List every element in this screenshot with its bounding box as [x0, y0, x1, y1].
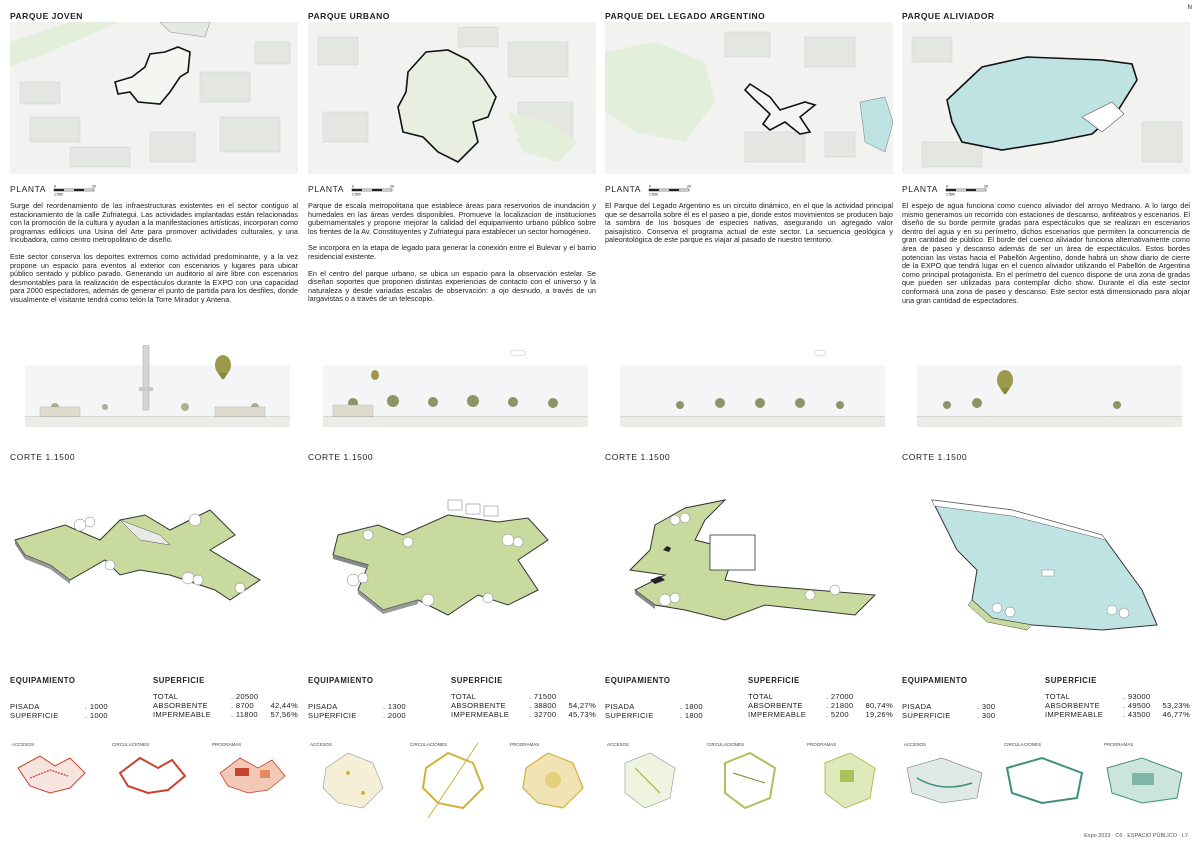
scale-bar: [350, 184, 410, 196]
diagram-programas: [210, 738, 300, 828]
axonometric-view: [10, 480, 298, 650]
axonometric-view: [902, 480, 1190, 650]
diagram-circulaciones: [408, 738, 498, 828]
equipamiento-title: EQUIPAMIENTO: [308, 676, 374, 685]
pisada-value: . 1000: [85, 702, 108, 711]
absorbente-value: . 21800: [826, 701, 854, 710]
description-paragraph: El espejo de agua funciona como cuenco aliviador del arroyo Medrano. A lo largo del mismo generamos un recorrido con estaciones de descanso, anfiteatros y escenarios. El diseño de su borde permite gradas para espectáculos que se realizan en escenarios dentro del agua y en su perímetro, dichos escenarios que permiten la concurrencia de gran cantidad de público. El borde del cuenco aliviador funciona alternativamente como área de paseo y descanso además de ser un área de espectáculos. Estos bordes potencian las vistas hacia el Pabellón Argentino, donde habrá un show diario de cierre de la EXPO que tendrá lugar en el cuenco aliviador utilizando el Pabellón de Argentina como principal protagonista. En el perímetro del cuenco dispone de una zona de gradas que pueden ser utilizadas para contemplar dicho show. Durante el día este sector conformará una zona de paseo y descanso. Este sector está dimensionado para alojar una gran cantidad de espectadores.: [902, 201, 1190, 305]
impermeable-label: IMPERMEABLE: [1045, 710, 1104, 719]
absorbente-percent: 80,74%: [865, 701, 893, 710]
planta-label: PLANTA: [902, 184, 939, 194]
cross-section: [620, 345, 885, 440]
cross-section: [25, 345, 290, 440]
absorbente-label: ABSORBENTE: [153, 701, 208, 710]
scale-bar: [647, 184, 707, 196]
description-paragraph: Este sector conserva los deportes extremos como actividad predominante, y a la vez propone un espacio para eventos al exterior con escenarios y lugares para ubicar público sentado y público parado. Generando un auditorio al aire libre con escenarios desmontables para la realización de espectáculos durante la EXPO con una capacidad para 2000 espectadores, además de generar el punto de partida para los desfiles, donde visualmente el visitante tendrá como telón la Torre Mirador y Antena.: [10, 251, 298, 304]
total-label: TOTAL: [1045, 692, 1071, 701]
impermeable-value: . 5200: [826, 710, 849, 719]
diagram-accesos: [902, 738, 992, 828]
scale-ratio: 1:500: [54, 192, 63, 196]
pisada-label: PISADA: [308, 702, 338, 711]
equipamiento-table: [10, 702, 150, 720]
pisada-value: . 1800: [680, 702, 703, 711]
absorbente-value: . 8700: [231, 701, 254, 710]
column-parque-aliviador: [902, 0, 1190, 849]
scale-twenty: 20: [984, 184, 988, 189]
equipamiento-table: [902, 702, 1042, 720]
scale-bar: [52, 184, 112, 196]
diagram-programas: [508, 738, 598, 828]
pisada-label: PISADA: [902, 702, 932, 711]
corte-label: CORTE 1.1500: [605, 452, 671, 462]
impermeable-percent: 46,77%: [1162, 710, 1190, 719]
column-parque-urbano: [308, 0, 596, 849]
absorbente-label: ABSORBENTE: [451, 701, 506, 710]
diagram-accesos: [308, 738, 398, 828]
corte-label: CORTE 1.1500: [10, 452, 76, 462]
superficie-title: SUPERFICIE: [1045, 676, 1097, 685]
description-paragraph: Surge del reordenamiento de las infraestructuras existentes en el sector contiguo al estacionamiento de la calle Zufriategui. Las actividades implantadas están relacionadas con la promoción de la cultura y ayudan a la manifestaciones artísticas, incorporan como programas edilicios una Usina del Arte para promover actividades culturales, y una Incubadora, como centro metropolitano de diseño.: [10, 201, 298, 245]
impermeable-label: IMPERMEABLE: [451, 710, 510, 719]
total-value: . 71500: [529, 692, 557, 701]
superficie-title: SUPERFICIE: [748, 676, 800, 685]
impermeable-percent: 19,26%: [865, 710, 893, 719]
superficie-label: SUPERFICIE: [10, 711, 59, 720]
pisada-label: PISADA: [605, 702, 635, 711]
scale-ratio: 1:500: [649, 192, 658, 196]
scale-zero: 0: [54, 184, 56, 189]
absorbente-value: . 49500: [1123, 701, 1151, 710]
impermeable-percent: 45,73%: [568, 710, 596, 719]
superficie-title: SUPERFICIE: [153, 676, 205, 685]
superficie-label: SUPERFICIE: [902, 711, 951, 720]
corte-label: CORTE 1.1500: [902, 452, 968, 462]
column-parque-legado-argentino: [605, 0, 893, 849]
scale-zero: 0: [946, 184, 948, 189]
footer-credit: Expo 2023 · C6 · ESPACIO PÚBLICO · L7: [1084, 833, 1188, 839]
superficie-table: [153, 692, 298, 719]
absorbente-percent: 42,44%: [270, 701, 298, 710]
diagram-strip: [902, 738, 1190, 828]
diagram-strip: [308, 738, 596, 828]
diagram-label: CIRCULACIONES: [112, 742, 150, 747]
description: [10, 202, 298, 313]
total-label: TOTAL: [451, 692, 477, 701]
total-label: TOTAL: [748, 692, 774, 701]
description-paragraph: El Parque del Legado Argentino es un circuito dinámico, en el que la actividad principal que se desarrolla sobre él es el paseo a pie, donde estos movimientos se producen bajo la sombra de los bosques de especies nativas, asegurando un agregado valor paisajístico. Conserva el programa actual de este sector. La secuencia geológica y paleontológica de este parque es viajar al pasado de nuestro territorio.: [605, 201, 893, 245]
superficie-value: . 2000: [383, 711, 406, 720]
scale-zero: 0: [352, 184, 354, 189]
diagram-label: CIRCULACIONES: [707, 742, 745, 747]
diagram-label: PROGRAMAS: [1104, 742, 1134, 747]
park-title: PARQUE JOVEN: [10, 11, 83, 21]
diagram-programas: [1102, 738, 1192, 828]
absorbente-value: . 38800: [529, 701, 557, 710]
planta-label: PLANTA: [308, 184, 345, 194]
pisada-value: . 1300: [383, 702, 406, 711]
description: [308, 202, 596, 312]
description-paragraph: Parque de escala metropolitana que establece áreas para reservorios de inundación y humedales en las áreas verdes disponibles. Promueve la localizacion de instituciones gubernamentales y propone mejorar la calidad del equipamiento urbano público sobre los frentes de la Av. Constituyentes y Zufriategui para establecer un sector homogéneo.: [308, 201, 596, 236]
diagram-label: ACCESOS: [12, 742, 35, 747]
scale-bar: [944, 184, 1004, 196]
absorbente-label: ABSORBENTE: [748, 701, 803, 710]
superficie-table: [1045, 692, 1190, 719]
park-title: PARQUE DEL LEGADO ARGENTINO: [605, 11, 766, 21]
scale-ratio: 1:500: [946, 192, 955, 196]
scale-ratio: 1:500: [352, 192, 361, 196]
site-plan-map: [902, 22, 1190, 174]
impermeable-percent: 57,56%: [270, 710, 298, 719]
site-plan-map: [308, 22, 596, 174]
superficie-label: SUPERFICIE: [605, 711, 654, 720]
diagram-circulaciones: [110, 738, 200, 828]
diagram-strip: [605, 738, 893, 828]
impermeable-label: IMPERMEABLE: [153, 710, 212, 719]
superficie-table: [451, 692, 596, 719]
equipamiento-title: EQUIPAMIENTO: [902, 676, 968, 685]
total-value: . 27000: [826, 692, 854, 701]
diagram-label: CIRCULACIONES: [1004, 742, 1042, 747]
park-title: PARQUE URBANO: [308, 11, 390, 21]
diagram-label: ACCESOS: [904, 742, 927, 747]
equipamiento-title: EQUIPAMIENTO: [10, 676, 76, 685]
total-value: . 20500: [231, 692, 259, 701]
superficie-value: . 1000: [85, 711, 108, 720]
corte-label: CORTE 1.1500: [308, 452, 374, 462]
scale-zero: 0: [649, 184, 651, 189]
diagram-label: ACCESOS: [607, 742, 630, 747]
park-title: PARQUE ALIVIADOR: [902, 11, 995, 21]
impermeable-value: . 32700: [529, 710, 557, 719]
impermeable-value: . 11800: [231, 710, 258, 719]
axonometric-view: [308, 480, 596, 650]
total-label: TOTAL: [153, 692, 179, 701]
diagram-circulaciones: [705, 738, 795, 828]
diagram-strip: [10, 738, 298, 828]
diagram-label: PROGRAMAS: [212, 742, 242, 747]
planta-label: PLANTA: [10, 184, 47, 194]
equipamiento-table: [605, 702, 745, 720]
site-plan-map: [605, 22, 893, 174]
scale-twenty: 20: [390, 184, 394, 189]
total-value: . 93000: [1123, 692, 1151, 701]
superficie-title: SUPERFICIE: [451, 676, 503, 685]
diagram-programas: [805, 738, 895, 828]
axonometric-view: [605, 480, 893, 650]
superficie-value: . 1800: [680, 711, 703, 720]
description-paragraph: En el centro del parque urbano, se ubica un espacio para la observación estelar. Se diseñan soportes que proponen distintas experiencias de contacto con el universo y la naturaleza y desde variadas escalas de observación: a ojo desnudo, a través de un largavistas o a través de un telescopio.: [308, 268, 596, 304]
superficie-table: [748, 692, 893, 719]
equipamiento-title: EQUIPAMIENTO: [605, 676, 671, 685]
impermeable-label: IMPERMEABLE: [748, 710, 807, 719]
cross-section: [323, 345, 588, 440]
site-plan-map: [10, 22, 298, 174]
column-parque-joven: [10, 0, 298, 849]
cross-section: [917, 345, 1182, 440]
diagram-accesos: [605, 738, 695, 828]
superficie-value: . 300: [977, 711, 996, 720]
diagram-circulaciones: [1002, 738, 1092, 828]
absorbente-label: ABSORBENTE: [1045, 701, 1100, 710]
north-arrow: N: [1187, 5, 1192, 11]
diagram-label: ACCESOS: [310, 742, 333, 747]
description: [605, 202, 893, 253]
impermeable-value: . 43500: [1123, 710, 1151, 719]
scale-twenty: 20: [687, 184, 691, 189]
absorbente-percent: 53,23%: [1162, 701, 1190, 710]
pisada-label: PISADA: [10, 702, 40, 711]
diagram-label: PROGRAMAS: [807, 742, 837, 747]
diagram-accesos: [10, 738, 100, 828]
diagram-label: CIRCULACIONES: [410, 742, 448, 747]
superficie-label: SUPERFICIE: [308, 711, 357, 720]
equipamiento-table: [308, 702, 448, 720]
scale-twenty: 20: [92, 184, 96, 189]
description: [902, 202, 1190, 313]
pisada-value: . 300: [977, 702, 996, 711]
description-paragraph: Se incorpora en la etapa de legado para generar la conexión entre el Bulevar y el barrio residencial existente.: [308, 243, 596, 261]
diagram-label: PROGRAMAS: [510, 742, 540, 747]
planta-label: PLANTA: [605, 184, 642, 194]
absorbente-percent: 54,27%: [568, 701, 596, 710]
